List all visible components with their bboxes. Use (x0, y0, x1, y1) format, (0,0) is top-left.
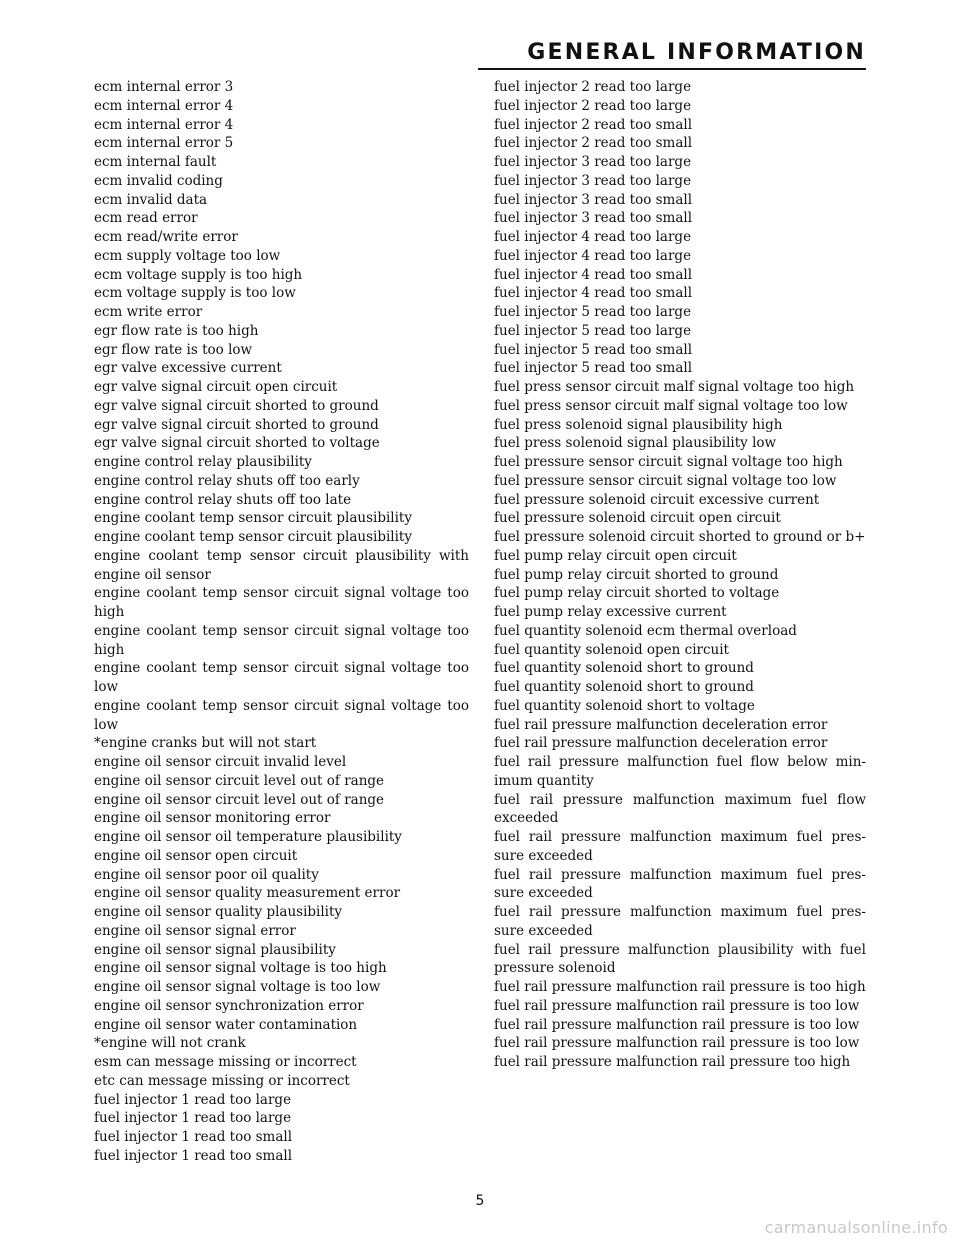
list-item: *engine cranks but will not start (94, 735, 317, 752)
list-item: fuel quantity solenoid short to ground (494, 679, 754, 695)
list-item: egr valve signal circuit shorted to voltage (94, 435, 380, 452)
section-title: GENERAL INFORMATION (527, 40, 866, 65)
list-item: fuel rail pressure malfunction fuel flow below min-imum quantity (494, 754, 866, 789)
list-item: fuel injector 3 read too small (494, 191, 693, 208)
left-column (94, 78, 469, 1166)
list-item: engine oil sensor poor oil quality (94, 866, 319, 883)
list-item: ecm internal fault (94, 154, 217, 170)
list-item: fuel rail pressure malfunction maximum fuel flow exceeded (494, 791, 866, 827)
list-item: ecm read error (94, 210, 198, 227)
list-item: engine oil sensor water contamination (94, 1016, 358, 1033)
list-item: fuel injector 4 read too large (494, 229, 692, 245)
list-item: engine oil sensor quality measurement error (94, 885, 401, 902)
list-item: fuel injector 1 read too small (94, 1129, 293, 1145)
list-item: engine oil sensor quality plausibility (94, 904, 343, 920)
list-item: fuel rail pressure malfunction rail pressure is too high (494, 979, 866, 995)
list-item: egr valve signal circuit shorted to ground (94, 397, 379, 414)
list-item: fuel pressure solenoid circuit shorted to ground or b+ (494, 529, 866, 545)
list-item: ecm voltage supply is too low (94, 285, 296, 302)
list-item: fuel press sensor circuit malf signal voltage too low (494, 397, 848, 414)
list-item: fuel injector 2 read too small (494, 135, 693, 152)
list-item: fuel pump relay circuit open circuit (494, 547, 737, 564)
list-item: engine control relay shuts off too late (94, 491, 352, 508)
list-item: fuel injector 5 read too small (494, 360, 693, 377)
list-item: ecm voltage supply is too high (94, 266, 303, 283)
list-item: fuel rail pressure malfunction maximum fuel pres-sure exceeded (494, 866, 866, 902)
list-item: fuel rail pressure malfunction deceleration error (494, 735, 828, 752)
list-item: engine oil sensor oil temperature plausibility (94, 829, 402, 845)
list-item: fuel injector 3 read too large (494, 172, 692, 189)
page-number: 5 (475, 1193, 485, 1209)
list-item: engine oil sensor circuit level out of range (94, 772, 385, 789)
list-item: fuel rail pressure malfunction rail pressure is too low (494, 1035, 860, 1052)
list-item: fuel quantity solenoid short to voltage (494, 697, 755, 714)
list-item: ecm internal error 5 (94, 135, 234, 152)
list-item: fuel injector 3 read too small (494, 210, 693, 227)
list-item: engine coolant temp sensor circuit signal voltage too low (94, 697, 469, 733)
list-item: fuel pump relay excessive current (494, 604, 727, 620)
list-item: engine coolant temp sensor circuit signal voltage too high (94, 622, 469, 658)
list-item: fuel rail pressure malfunction rail pressure is too low (494, 1016, 860, 1033)
list-item: engine coolant temp sensor circuit signal voltage too high (94, 585, 469, 620)
list-item: fuel pump relay circuit shorted to voltage (494, 585, 780, 602)
list-item: engine coolant temp sensor circuit signal voltage too low (94, 660, 469, 695)
list-item: fuel rail pressure malfunction maximum fuel pres-sure exceeded (494, 904, 866, 939)
list-item: fuel pressure sensor circuit signal voltage too high (494, 454, 843, 470)
list-item: engine control relay plausibility (94, 454, 312, 470)
list-item: ecm invalid coding (94, 172, 223, 189)
list-item: egr valve signal circuit open circuit (94, 379, 338, 395)
list-item: ecm supply voltage too low (94, 247, 281, 264)
list-item: fuel injector 1 read too large (94, 1110, 292, 1127)
list-item: engine coolant temp sensor circuit plausibility (94, 529, 412, 545)
list-item: fuel injector 2 read too large (494, 79, 692, 95)
list-item: ecm read/write error (94, 229, 238, 245)
list-item: fuel quantity solenoid ecm thermal overload (494, 622, 797, 639)
list-item: *engine will not crank (94, 1035, 246, 1052)
list-item: engine oil sensor synchronization error (94, 997, 364, 1014)
list-item: fuel pump relay circuit shorted to ground (494, 566, 779, 583)
list-item: engine oil sensor signal error (94, 922, 296, 939)
list-item: engine oil sensor signal plausibility (94, 941, 336, 958)
header-rule (478, 68, 866, 70)
list-item: ecm internal error 4 (94, 116, 234, 133)
list-item: egr valve excessive current (94, 360, 282, 377)
list-item: engine oil sensor signal voltage is too high (94, 960, 387, 977)
watermark: carmanualsonline.info (764, 1218, 948, 1237)
list-item: fuel injector 3 read too large (494, 154, 692, 170)
list-item: engine coolant temp sensor circuit plausibility (94, 510, 412, 527)
list-item: fuel press solenoid signal plausibility low (494, 435, 777, 452)
list-item: egr flow rate is too high (94, 322, 259, 339)
list-item: fuel press solenoid signal plausibility high (494, 416, 783, 433)
list-item: egr valve signal circuit shorted to ground (94, 416, 379, 433)
list-item: engine coolant temp sensor circuit plausibility with engine oil sensor (94, 547, 469, 583)
list-item: etc can message missing or incorrect (94, 1072, 350, 1089)
list-item: fuel rail pressure malfunction plausibility with fuel pressure solenoid (494, 941, 866, 977)
list-item: fuel injector 5 read too large (494, 322, 692, 339)
list-item: fuel rail pressure malfunction maximum fuel pres-sure exceeded (494, 829, 866, 864)
list-item: fuel injector 4 read too small (494, 266, 693, 283)
list-item: fuel rail pressure malfunction rail pressure too high (494, 1054, 851, 1070)
list-item: ecm internal error 3 (94, 79, 234, 95)
list-item: engine control relay shuts off too early (94, 472, 360, 489)
list-item: fuel pressure sensor circuit signal voltage too low (494, 472, 837, 489)
right-column (494, 78, 866, 1072)
list-item: fuel injector 4 read too large (494, 247, 692, 264)
list-item: engine oil sensor circuit invalid level (94, 754, 347, 770)
list-item: engine oil sensor signal voltage is too low (94, 979, 381, 995)
list-item: fuel injector 4 read too small (494, 285, 693, 302)
list-item: engine oil sensor open circuit (94, 847, 298, 864)
list-item: fuel quantity solenoid open circuit (494, 641, 729, 658)
list-item: ecm write error (94, 304, 203, 320)
list-item: ecm invalid data (94, 191, 208, 208)
list-item: fuel injector 5 read too large (494, 304, 692, 320)
list-item: engine oil sensor monitoring error (94, 810, 331, 827)
list-item: fuel injector 1 read too small (94, 1147, 293, 1164)
list-item: fuel injector 1 read too large (94, 1091, 292, 1108)
list-item: fuel press sensor circuit malf signal voltage too high (494, 379, 855, 395)
list-item: esm can message missing or incorrect (94, 1054, 357, 1070)
list-item: ecm internal error 4 (94, 97, 234, 114)
list-item: fuel pressure solenoid circuit excessive current (494, 491, 820, 508)
list-item: fuel rail pressure malfunction rail pressure is too low (494, 997, 860, 1014)
list-item: fuel injector 2 read too small (494, 116, 693, 133)
list-item: egr flow rate is too low (94, 341, 253, 358)
list-item: fuel pressure solenoid circuit open circuit (494, 510, 781, 527)
list-item: fuel injector 5 read too small (494, 341, 693, 358)
list-item: fuel rail pressure malfunction deceleration error (494, 716, 828, 733)
list-item: engine oil sensor circuit level out of range (94, 791, 385, 808)
list-item: fuel quantity solenoid short to ground (494, 660, 754, 677)
list-item: fuel injector 2 read too large (494, 97, 692, 114)
